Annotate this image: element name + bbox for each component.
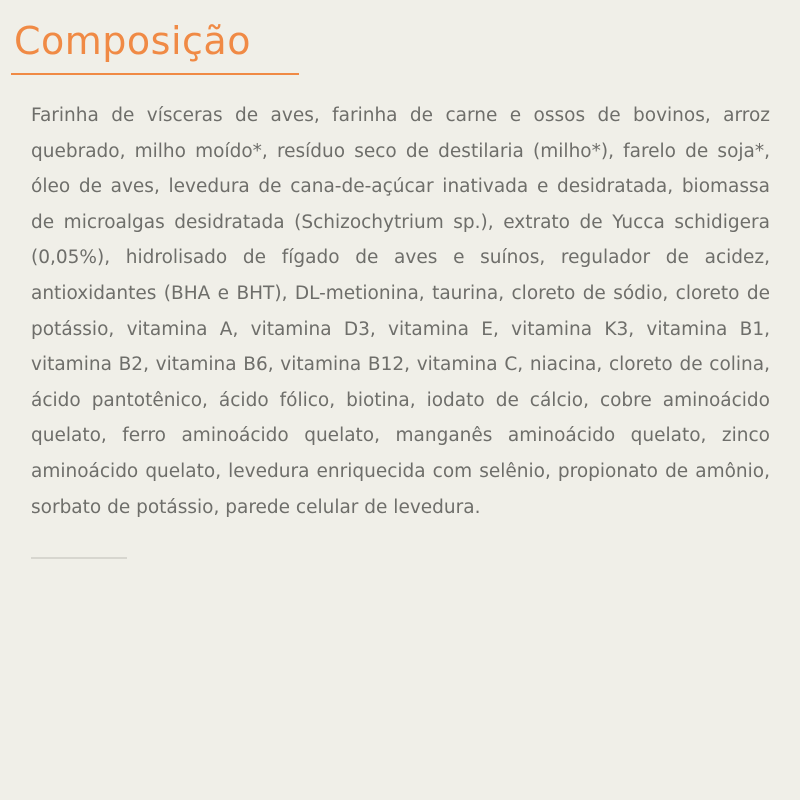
footnote-mark — [31, 557, 127, 559]
title-underline — [11, 73, 299, 75]
page-title: Composição — [14, 19, 251, 63]
composition-text: Farinha de vísceras de aves, farinha de carne e ossos de bovinos, arroz quebrado, milho moído*, resíduo seco de destilaria (milho*), farelo de soja*, óleo de aves, levedura de cana-de-açúcar inativada e desidratada, biomassa de microalgas desidratada (Schizochytrium sp.), extrato de Yucca schidigera (0,05%), hidrolisado de fígado de aves e suínos, regulador de acidez, antioxidantes (BHA e BHT), DL-metionina, taurina, cloreto de sódio, cloreto de potássio, vitamina A, vitamina D3, vitamina E, vitamina K3, vitamina B1, vitamina B2, vitamina B6, vitamina B12, vitamina C, niacina, cloreto de colina, ácido pantotênico, ácido fólico, biotina, iodato de cálcio, cobre aminoácido quelato, ferro aminoácido quelato, manganês aminoácido quelato, zinco aminoácido quelato, levedura enriquecida com selênio, propionato de amônio, sorbato de potássio, parede celular de levedura. — [31, 105, 770, 518]
